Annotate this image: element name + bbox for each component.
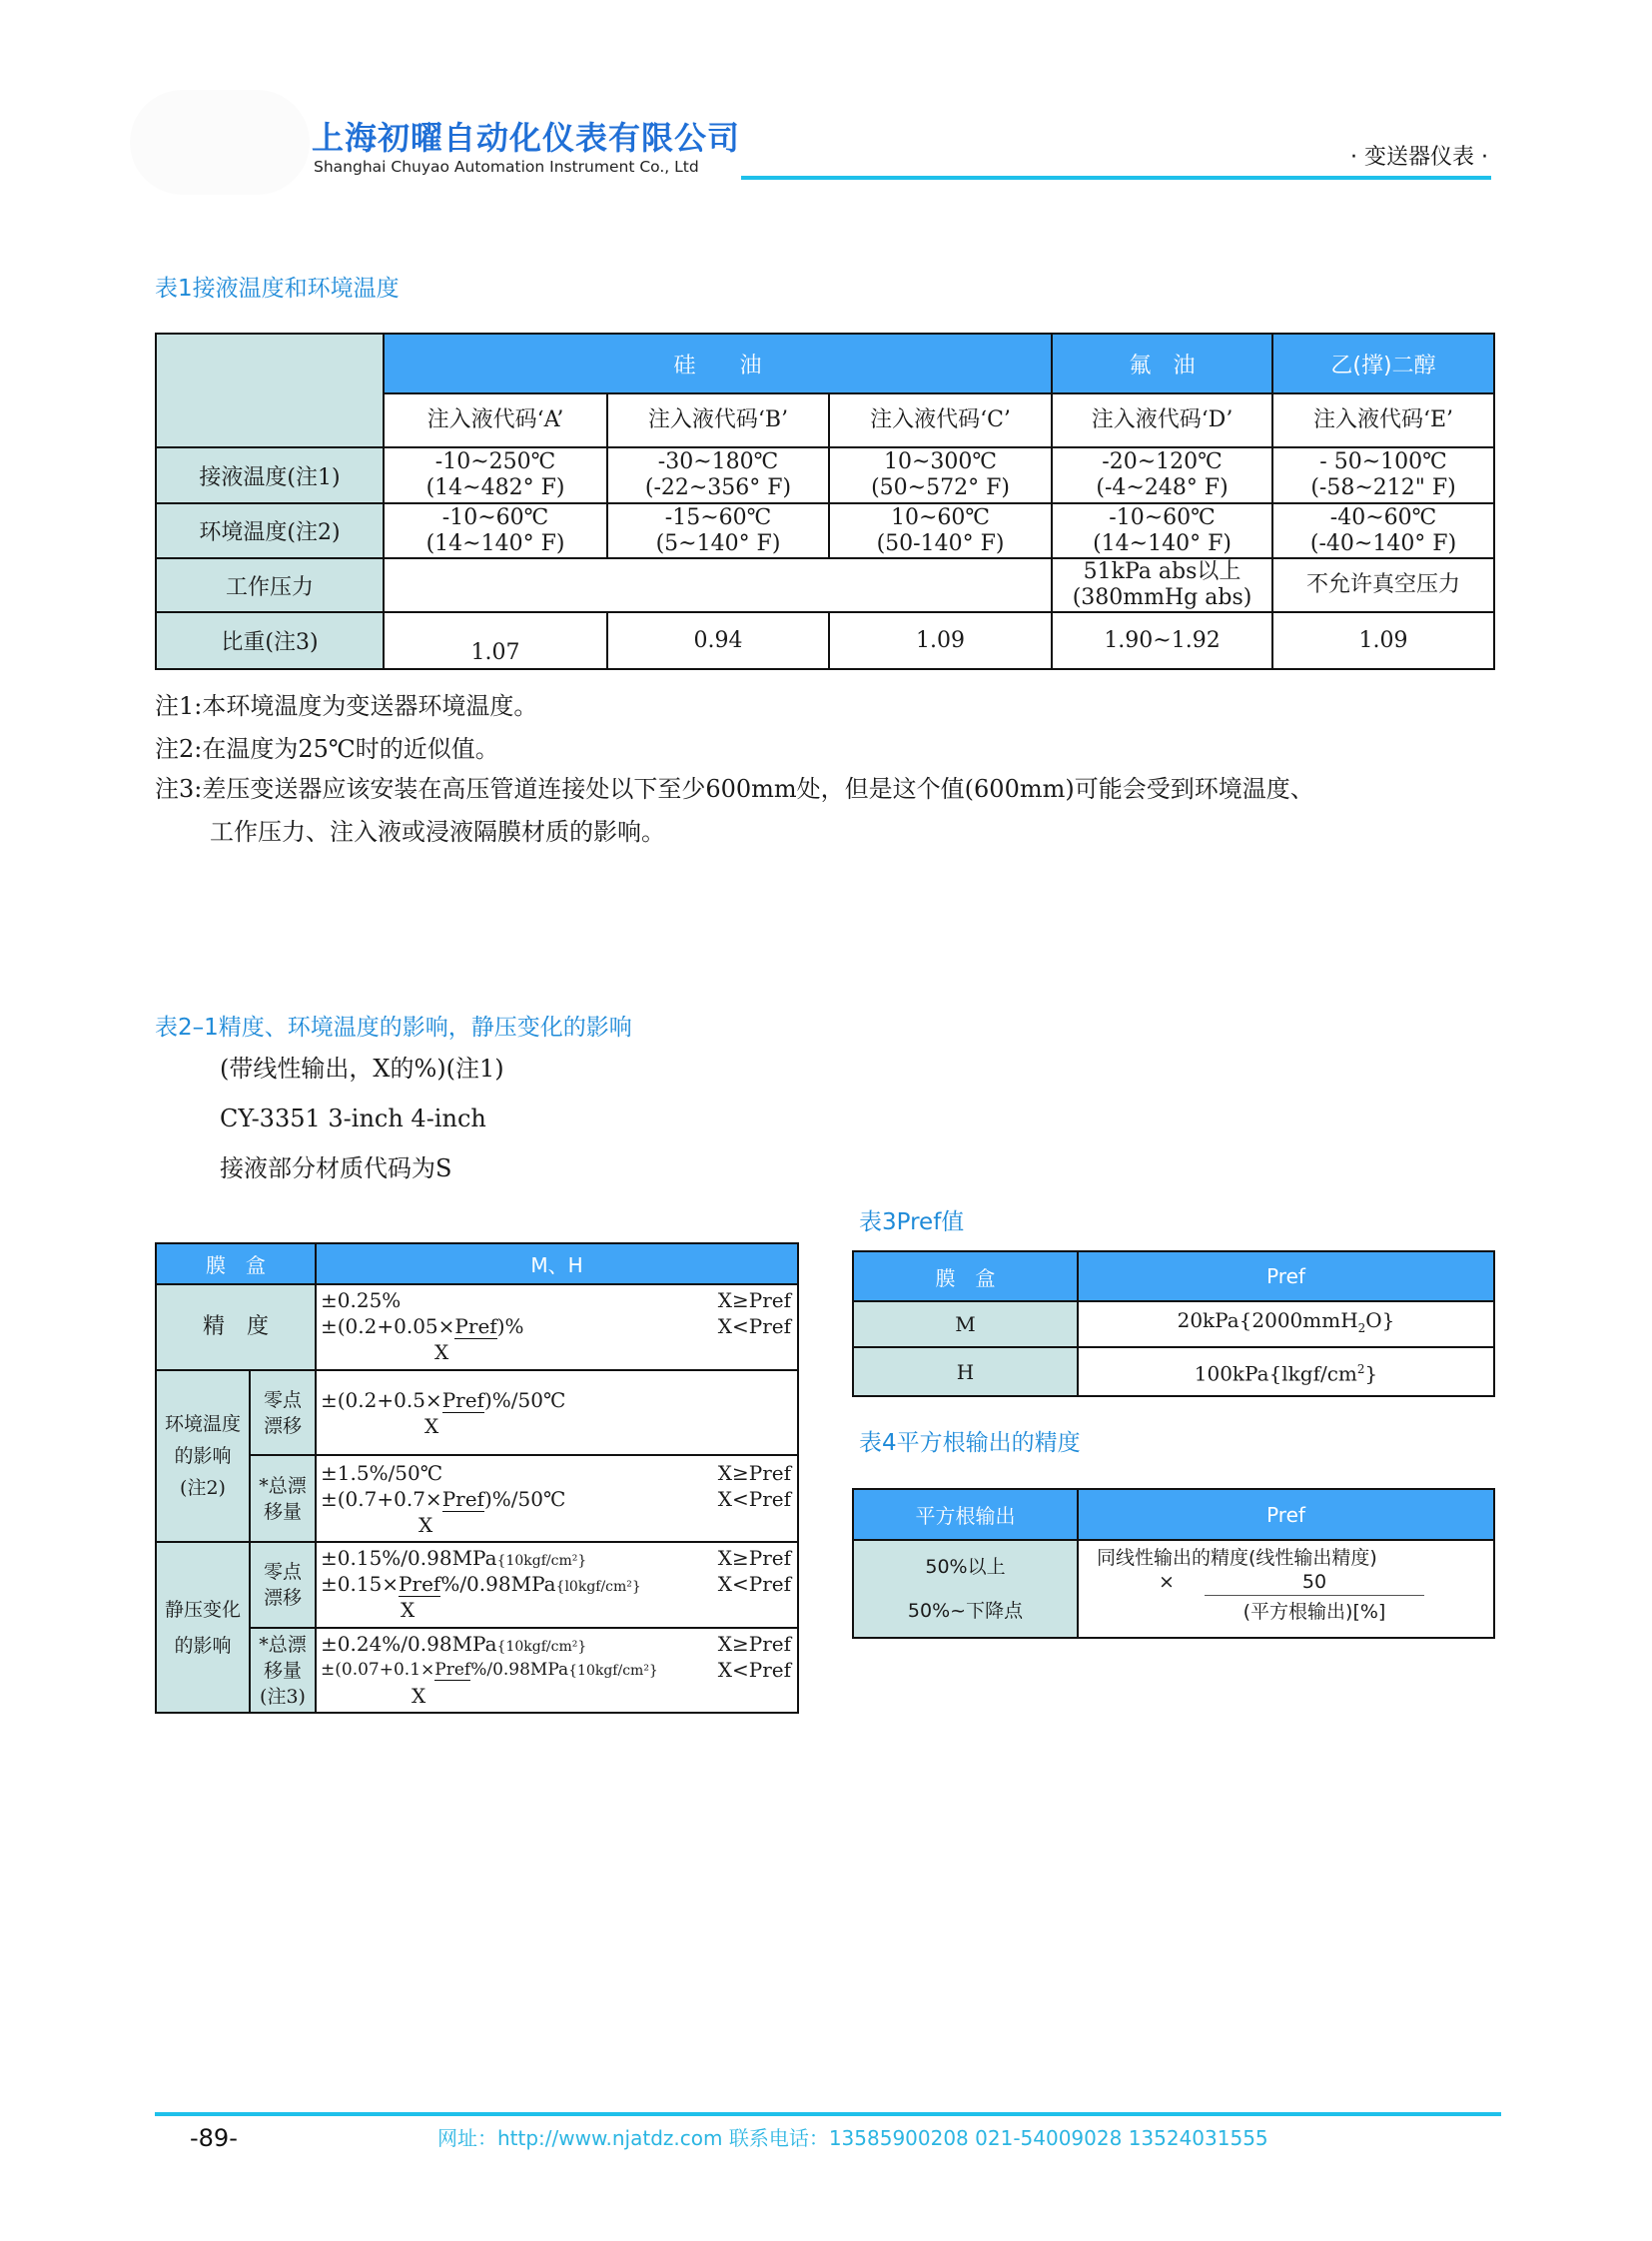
table4	[852, 1488, 1495, 1639]
code-d: 注入液代码‘D’	[1052, 393, 1272, 447]
table-row	[156, 558, 1494, 612]
header-divider	[741, 176, 1491, 180]
header-pref: Pref	[1078, 1251, 1494, 1301]
note-3-continued: 工作压力、注入液或浸液隔膜材质的影响。	[210, 818, 665, 846]
static-zero-value: ±0.15%/0.98MPa{10kgf/cm²} X≥Pref ±0.15×Pref%/0.98MPa{l0kgf/cm²} X<Pref X	[316, 1542, 798, 1628]
code-c: 注入液代码‘C’	[829, 393, 1052, 447]
header-sqrt-output: 平方根输出	[853, 1489, 1078, 1540]
process-temp-e: - 50~100℃ (-58~212" F)	[1272, 447, 1494, 503]
accuracy-label: 精 度	[156, 1284, 316, 1370]
group-silicone-oil: 硅 油	[384, 334, 1052, 393]
row-label: 工作压力	[156, 558, 384, 612]
table4-title: 表4平方根输出的精度	[859, 1430, 1081, 1456]
process-temp-a: -10~250℃ (14~482° F)	[384, 447, 607, 503]
process-temp-b: -30~180℃ (-22~356° F)	[607, 447, 829, 503]
table2-subtitle-3: 接液部分材质代码为S	[220, 1154, 452, 1182]
pref-h: $100kPa\{lkgf/cm^2\}$	[1078, 1347, 1494, 1396]
pref-m: 20kPa{2000mmH$_2$O}	[1078, 1301, 1494, 1347]
ambient-effect-label: 环境温度 的影响 (注2)	[156, 1370, 250, 1542]
note-2: 注2:在温度为25℃时的近似值。	[155, 735, 499, 763]
process-temp-c: 10~300℃ (50~572° F)	[829, 447, 1052, 503]
note-1: 注1:本环境温度为变送器环境温度。	[155, 692, 538, 720]
table-row	[156, 612, 1494, 669]
working-pressure-silicone	[384, 558, 1052, 612]
ambient-temp-e: -40~60℃ (-40~140° F)	[1272, 503, 1494, 558]
ambient-total-label: *总漂 移量	[250, 1455, 316, 1542]
footer-divider	[155, 2112, 1501, 2116]
ambient-temp-b: -15~60℃ (5~140° F)	[607, 503, 829, 558]
static-total-label: *总漂 移量 (注3)	[250, 1628, 316, 1713]
table2-title: 表2–1精度、环境温度的影响，静压变化的影响	[155, 1015, 632, 1041]
header-diaphragm: 膜 盒	[156, 1243, 316, 1284]
ambient-temp-d: -10~60℃ (14~140° F)	[1052, 503, 1272, 558]
group-ethylene-glycol: 乙(撑)二醇	[1272, 334, 1494, 393]
code-a: 注入液代码‘A’	[384, 393, 607, 447]
table-row	[853, 1347, 1494, 1396]
ambient-zero-value: ±(0.2+0.5×Pref)%/50℃ X	[316, 1370, 798, 1455]
table-row	[156, 503, 1494, 558]
static-total-value: ±0.24%/0.98MPa{10kgf/cm²} X≥Pref ±(0.07+0.1×Pref%/0.98MPa{10kgf/cm²} X<Pref X	[316, 1628, 798, 1713]
category-label: · 变送器仪表 ·	[1350, 145, 1488, 170]
logo-placeholder	[130, 90, 310, 195]
sqrt-accuracy-formula: 同线性输出的精度(线性输出精度) × 50 (平方根输出)[%]	[1078, 1540, 1494, 1638]
box-h: H	[853, 1347, 1078, 1396]
process-temp-d: -20~120℃ (-4~248° F)	[1052, 447, 1272, 503]
company-name-en: Shanghai Chuyao Automation Instrument Co., Ltd	[314, 158, 699, 176]
working-pressure-e: 不允许真空压力	[1272, 558, 1494, 612]
ambient-temp-c: 10~60℃ (50-140° F)	[829, 503, 1052, 558]
table1	[155, 333, 1495, 670]
static-zero-label: 零点 漂移	[250, 1542, 316, 1628]
sqrt-range-label: 50%以上 50%~下降点	[853, 1540, 1078, 1638]
table-row	[156, 447, 1494, 503]
note-3: 注3:差压变送器应该安装在高压管道连接处以下至少600mm处，但是这个值(600mm)可能会受到环境温度、	[155, 775, 1314, 803]
group-fluorine-oil: 氟 油	[1052, 334, 1272, 393]
accuracy-value: ±0.25% X≥Pref ±(0.2+0.05×Pref)% X<Pref X	[316, 1284, 798, 1370]
specific-gravity-b: 0.94	[607, 612, 829, 669]
row-label: 接液温度(注1)	[156, 447, 384, 503]
working-pressure-d: 51kPa abs以上 (380mmHg abs)	[1052, 558, 1272, 612]
box-m: M	[853, 1301, 1078, 1347]
page-number: -89-	[190, 2124, 238, 2152]
table2-subtitle-1: (带线性输出，X的%)(注1)	[220, 1055, 504, 1083]
specific-gravity-c: 1.09	[829, 612, 1052, 669]
table2-subtitle-2: CY-3351 3-inch 4-inch	[220, 1105, 486, 1132]
ambient-zero-label: 零点 漂移	[250, 1370, 316, 1455]
row-label: 比重(注3)	[156, 612, 384, 669]
specific-gravity-d: 1.90~1.92	[1052, 612, 1272, 669]
code-b: 注入液代码‘B’	[607, 393, 829, 447]
table1-title: 表1接液温度和环境温度	[155, 276, 400, 302]
table2	[155, 1242, 799, 1714]
ambient-temp-a: -10~60℃ (14~140° F)	[384, 503, 607, 558]
header-mh: M、H	[316, 1243, 798, 1284]
ambient-total-value: ±1.5%/50℃ X≥Pref ±(0.7+0.7×Pref)%/50℃ X<Pref X	[316, 1455, 798, 1542]
contact-info: 网址：http://www.njatdz.com 联系电话：13585900208 021-54009028 13524031555	[437, 2126, 1268, 2150]
specific-gravity-a: 1.07	[384, 612, 607, 669]
header-diaphragm: 膜 盒	[853, 1251, 1078, 1301]
table-row	[853, 1301, 1494, 1347]
header-pref: Pref	[1078, 1489, 1494, 1540]
code-e: 注入液代码‘E’	[1272, 393, 1494, 447]
company-name-cn: 上海初曜自动化仪表有限公司	[312, 119, 741, 157]
specific-gravity-e: 1.09	[1272, 612, 1494, 669]
static-effect-label: 静压变化 的影响	[156, 1542, 250, 1713]
table3	[852, 1250, 1495, 1397]
table3-title: 表3Pref值	[859, 1209, 965, 1235]
table1-corner	[156, 334, 384, 447]
row-label: 环境温度(注2)	[156, 503, 384, 558]
